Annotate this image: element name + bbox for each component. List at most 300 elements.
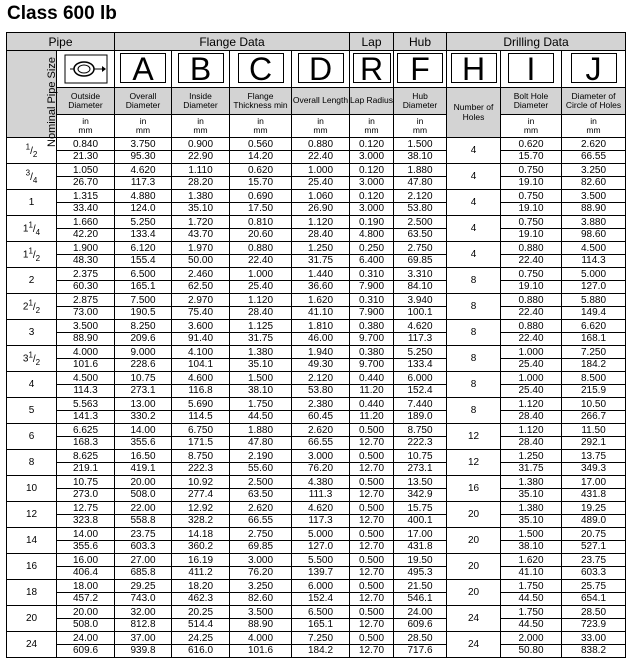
value-mm: 165.1: [115, 280, 171, 292]
value-mm: 41.10: [501, 566, 561, 578]
overall-diameter-cell: [115, 632, 172, 658]
value-in: 17.00: [407, 529, 433, 540]
overall-length-cell: [292, 268, 350, 294]
value-in: 4.620: [307, 503, 334, 514]
value-in: 1.750: [518, 607, 544, 618]
desc-hub-diameter: Hub Diameter: [394, 88, 447, 115]
overall-diameter-cell: [115, 346, 172, 372]
value-in: 2.500: [247, 477, 274, 488]
outside-diameter-cell: [57, 294, 115, 320]
value-in: 1.000: [518, 373, 544, 384]
value-in: 1.750: [247, 399, 274, 410]
outside-diameter-cell: [57, 372, 115, 398]
value-in: 28.50: [581, 607, 607, 618]
value-mm: 6.400: [350, 254, 393, 266]
hub-diameter-cell: [394, 164, 447, 190]
value-mm: 38.10: [230, 384, 291, 396]
value-in: 0.440: [358, 399, 385, 410]
nominal-size-cell: 16: [7, 554, 57, 580]
value-in: 37.00: [130, 633, 156, 644]
value-in: 3.250: [581, 165, 607, 176]
value-mm: 12.70: [350, 436, 393, 448]
value-mm: 44.50: [230, 410, 291, 422]
inside-diameter-cell: [172, 606, 230, 632]
value-in: 7.250: [581, 347, 607, 358]
value-mm: 100.1: [394, 306, 446, 318]
value-mm: 19.10: [501, 280, 561, 292]
hub-diameter-cell: [394, 580, 447, 606]
value-in: 1.880: [247, 425, 274, 436]
value-in: 1.620: [518, 555, 544, 566]
value-mm: 88.90: [57, 332, 114, 344]
value-mm: 189.0: [394, 410, 446, 422]
value-in: 3.880: [581, 217, 607, 228]
overall-diameter-cell: [115, 164, 172, 190]
value-in: 4.880: [130, 191, 156, 202]
lap-radius-cell: [350, 190, 394, 216]
value-mm: 12.70: [350, 566, 393, 578]
value-in: 25.75: [581, 581, 607, 592]
bolt-hole-diameter-cell: [501, 294, 562, 320]
lap-radius-cell: [350, 632, 394, 658]
value-mm: 98.60: [562, 228, 625, 240]
value-in: 8.500: [581, 373, 607, 384]
desc-overall-diameter: Overall Diameter: [115, 88, 172, 115]
value-in: 0.500: [358, 633, 385, 644]
value-in: 1.660: [72, 217, 99, 228]
value-in: 2.500: [407, 217, 433, 228]
overall-length-cell: [292, 164, 350, 190]
lap-radius-cell: [350, 268, 394, 294]
value-in: 14.00: [130, 425, 156, 436]
letter-j: J: [562, 51, 626, 88]
flange-thickness-cell: [230, 346, 292, 372]
overall-length-cell: [292, 632, 350, 658]
value-mm: 117.3: [292, 514, 349, 526]
value-mm: 127.0: [562, 280, 625, 292]
value-in: 1.380: [187, 191, 214, 202]
circle-diameter-cell: [562, 476, 626, 502]
outside-diameter-cell: [57, 450, 115, 476]
value-mm: 222.3: [172, 462, 229, 474]
value-in: 4.600: [187, 373, 214, 384]
value-mm: 184.2: [292, 644, 349, 656]
value-mm: 46.00: [292, 332, 349, 344]
value-in: 0.440: [358, 373, 385, 384]
outside-diameter-cell: [57, 424, 115, 450]
group-drilling-data: Drilling Data: [447, 33, 626, 51]
value-mm: 141.3: [57, 410, 114, 422]
inside-diameter-cell: [172, 502, 230, 528]
outside-diameter-cell: [57, 476, 115, 502]
value-in: 10.92: [187, 477, 214, 488]
unit-cell: in mm: [292, 115, 350, 138]
value-mm: 184.2: [562, 358, 625, 370]
value-mm: 104.1: [172, 358, 229, 370]
value-in: 1.000: [518, 347, 544, 358]
value-in: 24.25: [187, 633, 214, 644]
value-in: 33.00: [581, 633, 607, 644]
circle-diameter-cell: [562, 580, 626, 606]
value-in: 1.250: [518, 451, 544, 462]
value-mm: 88.90: [230, 618, 291, 630]
flange-thickness-cell: [230, 606, 292, 632]
value-mm: 76.20: [230, 566, 291, 578]
value-mm: 15.70: [501, 150, 561, 162]
nominal-size-cell: 4: [7, 372, 57, 398]
value-mm: 9.700: [350, 332, 393, 344]
circle-diameter-cell: [562, 424, 626, 450]
value-in: 0.620: [247, 165, 274, 176]
overall-length-cell: [292, 476, 350, 502]
bolt-hole-diameter-cell: [501, 502, 562, 528]
hub-diameter-cell: [394, 294, 447, 320]
value-mm: 47.80: [230, 436, 291, 448]
nominal-size-cell: 12: [7, 502, 57, 528]
value-mm: 82.60: [562, 176, 625, 188]
value-in: 1.120: [307, 217, 334, 228]
value-in: 1.500: [518, 529, 544, 540]
nominal-size-cell: $1^1/_2$: [7, 242, 57, 268]
value-in: 2.120: [407, 191, 433, 202]
value-mm: 219.1: [57, 462, 114, 474]
value-mm: 508.0: [115, 488, 171, 500]
lap-radius-cell: [350, 528, 394, 554]
letter-row: [7, 51, 626, 88]
value-in: 10.75: [72, 477, 99, 488]
table-row: [7, 268, 626, 294]
flange-thickness-cell: [230, 632, 292, 658]
value-in: 5.000: [581, 269, 607, 280]
number-of-holes-cell: 8: [447, 346, 501, 372]
value-in: 24.00: [72, 633, 99, 644]
value-in: 0.500: [358, 503, 385, 514]
value-mm: 35.10: [172, 202, 229, 214]
outside-diameter-cell: [57, 554, 115, 580]
value-in: 14.18: [187, 529, 214, 540]
overall-length-cell: [292, 190, 350, 216]
circle-diameter-cell: [562, 138, 626, 164]
value-mm: 349.3: [562, 462, 625, 474]
value-mm: 215.9: [562, 384, 625, 396]
value-mm: 411.2: [172, 566, 229, 578]
value-in: 10.75: [130, 373, 156, 384]
value-mm: 228.6: [115, 358, 171, 370]
table-row: [7, 320, 626, 346]
value-in: 0.900: [187, 139, 214, 150]
outside-diameter-cell: [57, 138, 115, 164]
value-in: 1.125: [247, 321, 274, 332]
value-mm: 47.80: [394, 176, 446, 188]
bolt-hole-diameter-cell: [501, 346, 562, 372]
value-mm: 95.30: [115, 150, 171, 162]
value-in: 0.500: [358, 425, 385, 436]
hub-diameter-cell: [394, 216, 447, 242]
value-in: 28.50: [407, 633, 433, 644]
value-mm: 44.50: [501, 618, 561, 630]
lap-radius-cell: [350, 294, 394, 320]
inside-diameter-cell: [172, 190, 230, 216]
value-in: 4.500: [72, 373, 99, 384]
number-of-holes-cell: 12: [447, 450, 501, 476]
hub-diameter-cell: [394, 554, 447, 580]
value-in: 1.120: [518, 425, 544, 436]
hub-diameter-cell: [394, 424, 447, 450]
value-mm: 22.40: [230, 254, 291, 266]
value-in: 0.750: [518, 191, 544, 202]
value-mm: 328.2: [172, 514, 229, 526]
value-in: 5.563: [72, 399, 99, 410]
value-mm: 12.70: [350, 514, 393, 526]
value-in: 20.00: [130, 477, 156, 488]
value-in: 4.620: [407, 321, 433, 332]
inside-diameter-cell: [172, 372, 230, 398]
bolt-hole-diameter-cell: [501, 554, 562, 580]
value-in: 2.620: [307, 425, 334, 436]
flange-thickness-cell: [230, 268, 292, 294]
value-in: 0.500: [358, 555, 385, 566]
value-in: 5.500: [307, 555, 334, 566]
nominal-size-cell: $1^1/_4$: [7, 216, 57, 242]
value-in: 0.560: [247, 139, 274, 150]
value-mm: 3.000: [350, 176, 393, 188]
value-mm: 431.8: [562, 488, 625, 500]
value-in: 0.120: [358, 191, 385, 202]
value-mm: 42.20: [57, 228, 114, 240]
hub-diameter-cell: [394, 398, 447, 424]
inside-diameter-cell: [172, 476, 230, 502]
overall-length-cell: [292, 346, 350, 372]
outside-diameter-cell: [57, 398, 115, 424]
overall-length-cell: [292, 528, 350, 554]
group-header-row: [7, 33, 626, 51]
value-mm: 41.10: [292, 306, 349, 318]
letter-i: I: [501, 51, 562, 88]
value-in: 0.380: [358, 347, 385, 358]
overall-length-cell: [292, 502, 350, 528]
value-in: 9.000: [130, 347, 156, 358]
value-in: 20.00: [72, 607, 99, 618]
value-in: 0.500: [358, 607, 385, 618]
lap-radius-cell: [350, 320, 394, 346]
value-mm: 20.60: [230, 228, 291, 240]
number-of-holes-cell: 16: [447, 476, 501, 502]
table-row: [7, 294, 626, 320]
value-mm: 12.70: [350, 540, 393, 552]
flange-thickness-cell: [230, 580, 292, 606]
bolt-hole-diameter-cell: [501, 190, 562, 216]
value-mm: 28.40: [292, 228, 349, 240]
value-in: 13.00: [130, 399, 156, 410]
value-mm: 168.3: [57, 436, 114, 448]
table-row: [7, 502, 626, 528]
value-mm: 222.3: [394, 436, 446, 448]
overall-diameter-cell: [115, 476, 172, 502]
number-of-holes-cell: 24: [447, 606, 501, 632]
value-mm: 133.4: [394, 358, 446, 370]
value-in: 7.500: [130, 295, 156, 306]
value-mm: 75.40: [172, 306, 229, 318]
value-mm: 355.6: [57, 540, 114, 552]
inside-diameter-cell: [172, 528, 230, 554]
value-in: 24.00: [407, 607, 433, 618]
circle-diameter-cell: [562, 398, 626, 424]
nominal-pipe-size-header: [7, 51, 58, 147]
page-title: Class 600 lb: [7, 3, 117, 24]
number-of-holes-cell: 8: [447, 398, 501, 424]
value-mm: 50.00: [172, 254, 229, 266]
value-mm: 28.20: [172, 176, 229, 188]
flange-thickness-cell: [230, 502, 292, 528]
value-mm: 127.0: [292, 540, 349, 552]
value-mm: 616.0: [172, 644, 229, 656]
table-row: [7, 580, 626, 606]
flange-thickness-cell: [230, 476, 292, 502]
unit-cell: in mm: [115, 115, 172, 138]
value-mm: 812.8: [115, 618, 171, 630]
value-in: 16.19: [187, 555, 214, 566]
nominal-size-cell: $2^1/_2$: [7, 294, 57, 320]
lap-radius-cell: [350, 476, 394, 502]
inside-diameter-cell: [172, 424, 230, 450]
circle-diameter-cell: [562, 164, 626, 190]
value-mm: 48.30: [57, 254, 114, 266]
inside-diameter-cell: [172, 242, 230, 268]
value-mm: 76.20: [292, 462, 349, 474]
value-in: 0.310: [358, 269, 385, 280]
value-mm: 55.60: [230, 462, 291, 474]
overall-length-cell: [292, 138, 350, 164]
inside-diameter-cell: [172, 580, 230, 606]
value-mm: 33.40: [57, 202, 114, 214]
overall-length-cell: [292, 320, 350, 346]
letter-h: H: [447, 51, 501, 88]
value-in: 1.050: [72, 165, 99, 176]
flange-thickness-cell: [230, 216, 292, 242]
number-of-holes-cell: 4: [447, 190, 501, 216]
value-in: 1.810: [307, 321, 334, 332]
overall-diameter-cell: [115, 554, 172, 580]
value-in: 2.970: [187, 295, 214, 306]
hub-diameter-cell: [394, 242, 447, 268]
flange-thickness-cell: [230, 372, 292, 398]
bolt-hole-diameter-cell: [501, 476, 562, 502]
value-in: 1.120: [247, 295, 274, 306]
value-mm: 114.3: [57, 384, 114, 396]
table-row: [7, 164, 626, 190]
value-in: 0.250: [358, 243, 385, 254]
lap-radius-cell: [350, 502, 394, 528]
value-in: 3.500: [581, 191, 607, 202]
value-mm: 69.85: [230, 540, 291, 552]
value-in: 2.120: [307, 373, 334, 384]
value-in: 0.750: [518, 269, 544, 280]
value-in: 1.500: [407, 139, 433, 150]
pipe-end-icon: [57, 51, 115, 88]
circle-diameter-cell: [562, 632, 626, 658]
value-in: 2.875: [72, 295, 99, 306]
overall-length-cell: [292, 294, 350, 320]
value-in: 7.250: [307, 633, 334, 644]
value-mm: 66.55: [562, 150, 625, 162]
value-in: 3.500: [247, 607, 274, 618]
value-in: 0.380: [358, 321, 385, 332]
hub-diameter-cell: [394, 476, 447, 502]
number-of-holes-cell: 8: [447, 294, 501, 320]
value-in: 6.620: [581, 321, 607, 332]
value-mm: 273.1: [394, 462, 446, 474]
unit-cell: in mm: [350, 115, 394, 138]
flange-thickness-cell: [230, 164, 292, 190]
unit-cell: in mm: [501, 115, 562, 138]
value-mm: 82.60: [230, 592, 291, 604]
overall-diameter-cell: [115, 450, 172, 476]
hub-diameter-cell: [394, 632, 447, 658]
value-mm: 489.0: [562, 514, 625, 526]
bolt-hole-diameter-cell: [501, 606, 562, 632]
inside-diameter-cell: [172, 294, 230, 320]
number-of-holes-cell: 12: [447, 424, 501, 450]
value-in: 6.000: [407, 373, 433, 384]
outside-diameter-cell: [57, 190, 115, 216]
nominal-pipe-size-label: Nominal Pipe Size: [45, 57, 58, 147]
unit-cell: in mm: [57, 115, 115, 138]
value-mm: 114.5: [172, 410, 229, 422]
letter-d: D: [292, 51, 350, 88]
flange-thickness-cell: [230, 528, 292, 554]
value-in: 8.250: [130, 321, 156, 332]
value-in: 6.500: [130, 269, 156, 280]
value-in: 23.75: [581, 555, 607, 566]
nominal-size-cell: 8: [7, 450, 57, 476]
value-mm: 654.1: [562, 592, 625, 604]
overall-length-cell: [292, 554, 350, 580]
lap-radius-cell: [350, 216, 394, 242]
table-row: [7, 138, 626, 164]
table-row: [7, 476, 626, 502]
lap-radius-cell: [350, 346, 394, 372]
value-in: 1.720: [187, 217, 214, 228]
unit-cell: in mm: [230, 115, 292, 138]
number-of-holes-cell: 24: [447, 632, 501, 658]
value-mm: 21.30: [57, 150, 114, 162]
circle-diameter-cell: [562, 346, 626, 372]
value-mm: 330.2: [115, 410, 171, 422]
value-mm: 209.6: [115, 332, 171, 344]
value-mm: 69.85: [394, 254, 446, 266]
lap-radius-cell: [350, 398, 394, 424]
overall-diameter-cell: [115, 138, 172, 164]
value-mm: 91.40: [172, 332, 229, 344]
value-in: 1.940: [307, 347, 334, 358]
value-mm: 139.7: [292, 566, 349, 578]
overall-length-cell: [292, 372, 350, 398]
value-mm: 49.30: [292, 358, 349, 370]
value-mm: 60.30: [57, 280, 114, 292]
value-in: 3.500: [72, 321, 99, 332]
value-mm: 44.50: [501, 592, 561, 604]
value-in: 13.50: [407, 477, 433, 488]
value-in: 2.750: [247, 529, 274, 540]
table-row: [7, 450, 626, 476]
desc-lap-radius: Lap Radius: [350, 88, 394, 115]
circle-diameter-cell: [562, 268, 626, 294]
value-in: 14.00: [72, 529, 99, 540]
value-in: 2.460: [187, 269, 214, 280]
nominal-size-cell: $3^1/_2$: [7, 346, 57, 372]
value-in: 3.250: [247, 581, 274, 592]
value-mm: 12.70: [350, 644, 393, 656]
